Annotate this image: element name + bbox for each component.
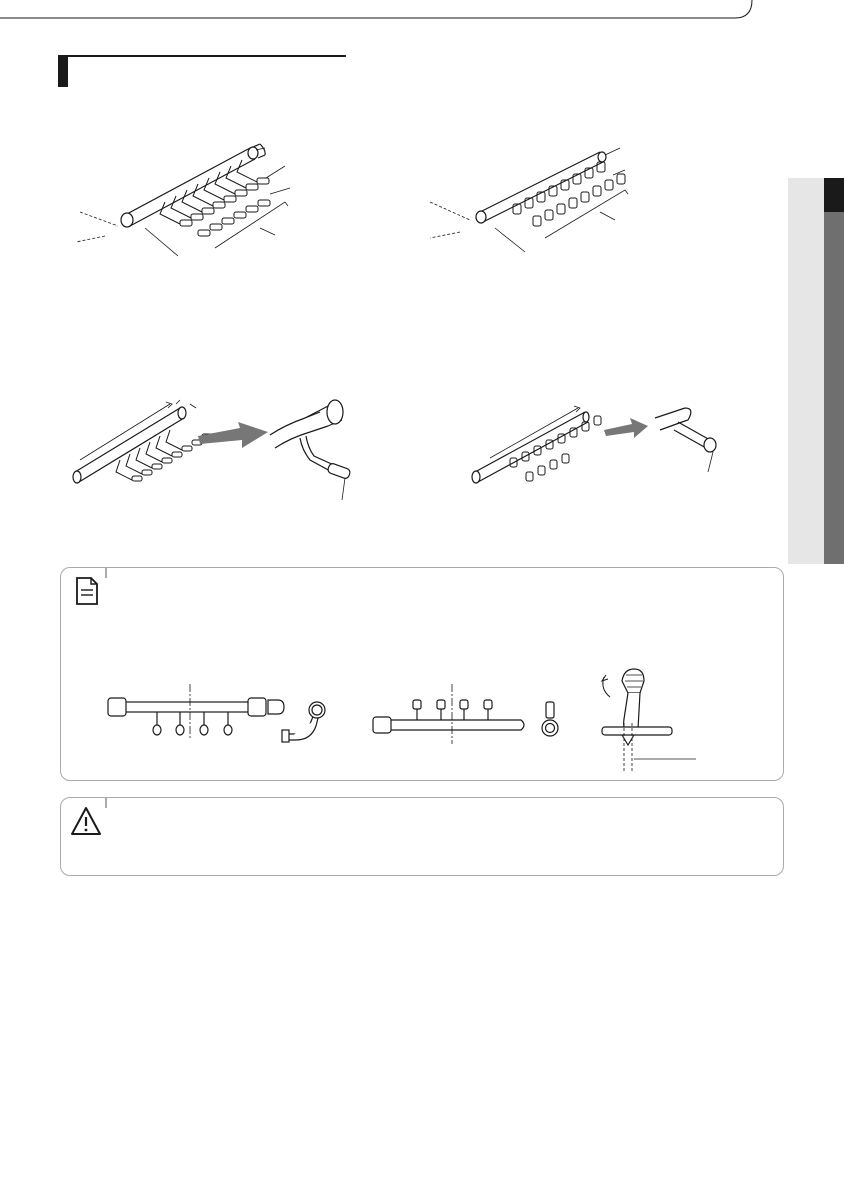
caution-triangle-icon [69,804,103,838]
box-tab [105,798,107,808]
header-cut-diagram-liquid [371,680,536,744]
section-heading-bar [58,55,348,87]
flare-nut [539,700,563,742]
chapter-side-tab [788,178,844,564]
liquid-header-cut-detail [470,390,730,490]
trim-mark [0,0,844,40]
gas-header-cut-detail [70,390,370,505]
pipe-cutter [596,663,706,773]
cap-and-elbow [266,696,336,746]
header-pipe-gas-assembly [70,130,310,265]
section-marker [58,55,68,87]
header-pipe-liquid-assembly [425,140,655,260]
note-box [60,567,784,781]
caution-box [60,797,784,876]
note-icon [69,574,103,608]
box-tab [105,568,107,578]
section-rule [68,55,346,57]
